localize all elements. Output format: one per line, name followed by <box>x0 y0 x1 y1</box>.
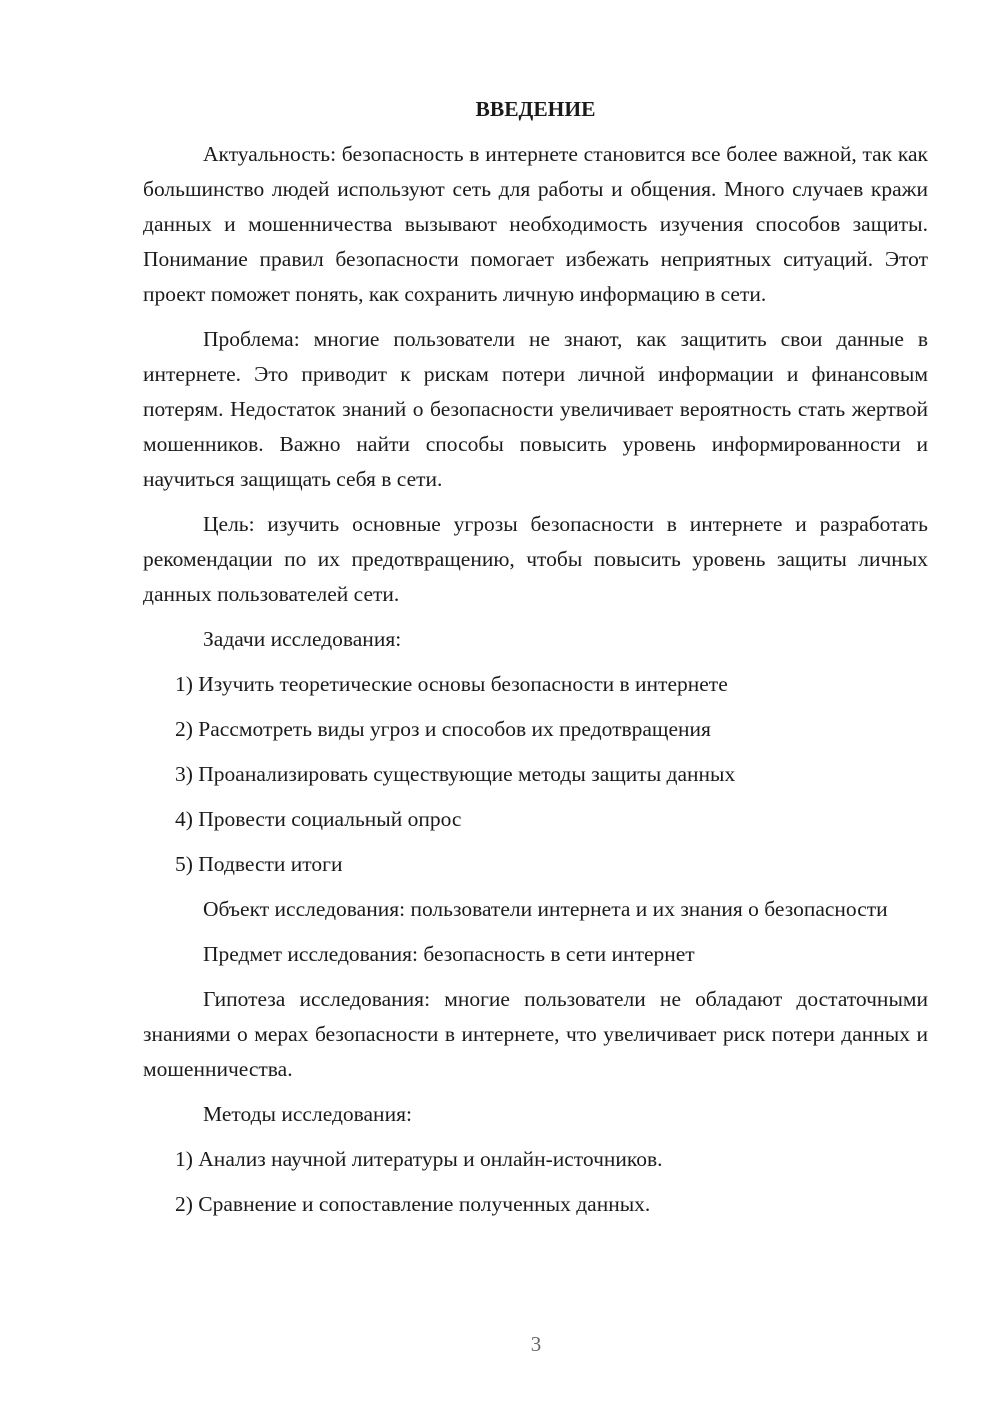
method-item-1: 1) Анализ научной литературы и онлайн-источников. <box>175 1147 663 1171</box>
method-item-2: 2) Сравнение и сопоставление полученных данных. <box>175 1192 651 1216</box>
hypothesis-paragraph: Гипотеза исследования: многие пользователи не обладают достаточными знаниями о мерах безопасности в интернете, что увеличивает риск потери данных и мошенничества. <box>143 987 928 1081</box>
task-item-2: 2) Рассмотреть виды угроз и способов их предотвращения <box>175 717 711 741</box>
tasks-label: Задачи исследования: <box>203 627 402 651</box>
object-paragraph: Объект исследования: пользователи интернета и их знания о безопасности <box>203 897 888 921</box>
subject-paragraph: Предмет исследования: безопасность в сети интернет <box>203 942 695 966</box>
goal-paragraph: Цель: изучить основные угрозы безопасности в интернете и разработать рекомендации по их предотвращению, чтобы повысить уровень защиты личных данных пользователей сети. <box>143 512 928 606</box>
section-title: ВВЕДЕНИЕ <box>475 97 596 121</box>
page-number: 3 <box>530 1332 542 1356</box>
task-item-1: 1) Изучить теоретические основы безопасности в интернете <box>175 672 728 696</box>
methods-label: Методы исследования: <box>203 1102 412 1126</box>
task-item-5: 5) Подвести итоги <box>175 852 343 876</box>
task-item-3: 3) Проанализировать существующие методы защиты данных <box>175 762 736 786</box>
document-page <box>143 92 928 1232</box>
task-item-4: 4) Провести социальный опрос <box>175 807 462 831</box>
problem-paragraph: Проблема: многие пользователи не знают, как защитить свои данные в интернете. Это приводит к рискам потери личной информации и финансовым потерям. Недостаток знаний о безопасности увеличивает вероятность стать жертвой мошенников. Важно найти способы повысить уровень информированности и научиться защищать себя в сети. <box>143 327 928 491</box>
relevance-paragraph: Актуальность: безопасность в интернете становится все более важной, так как большинство людей используют сеть для работы и общения. Много случаев кражи данных и мошенничества вызывают необходимость изучения способов защиты. Понимание правил безопасности помогает избежать неприятных ситуаций. Этот проект поможет понять, как сохранить личную информацию в сети. <box>143 142 928 306</box>
